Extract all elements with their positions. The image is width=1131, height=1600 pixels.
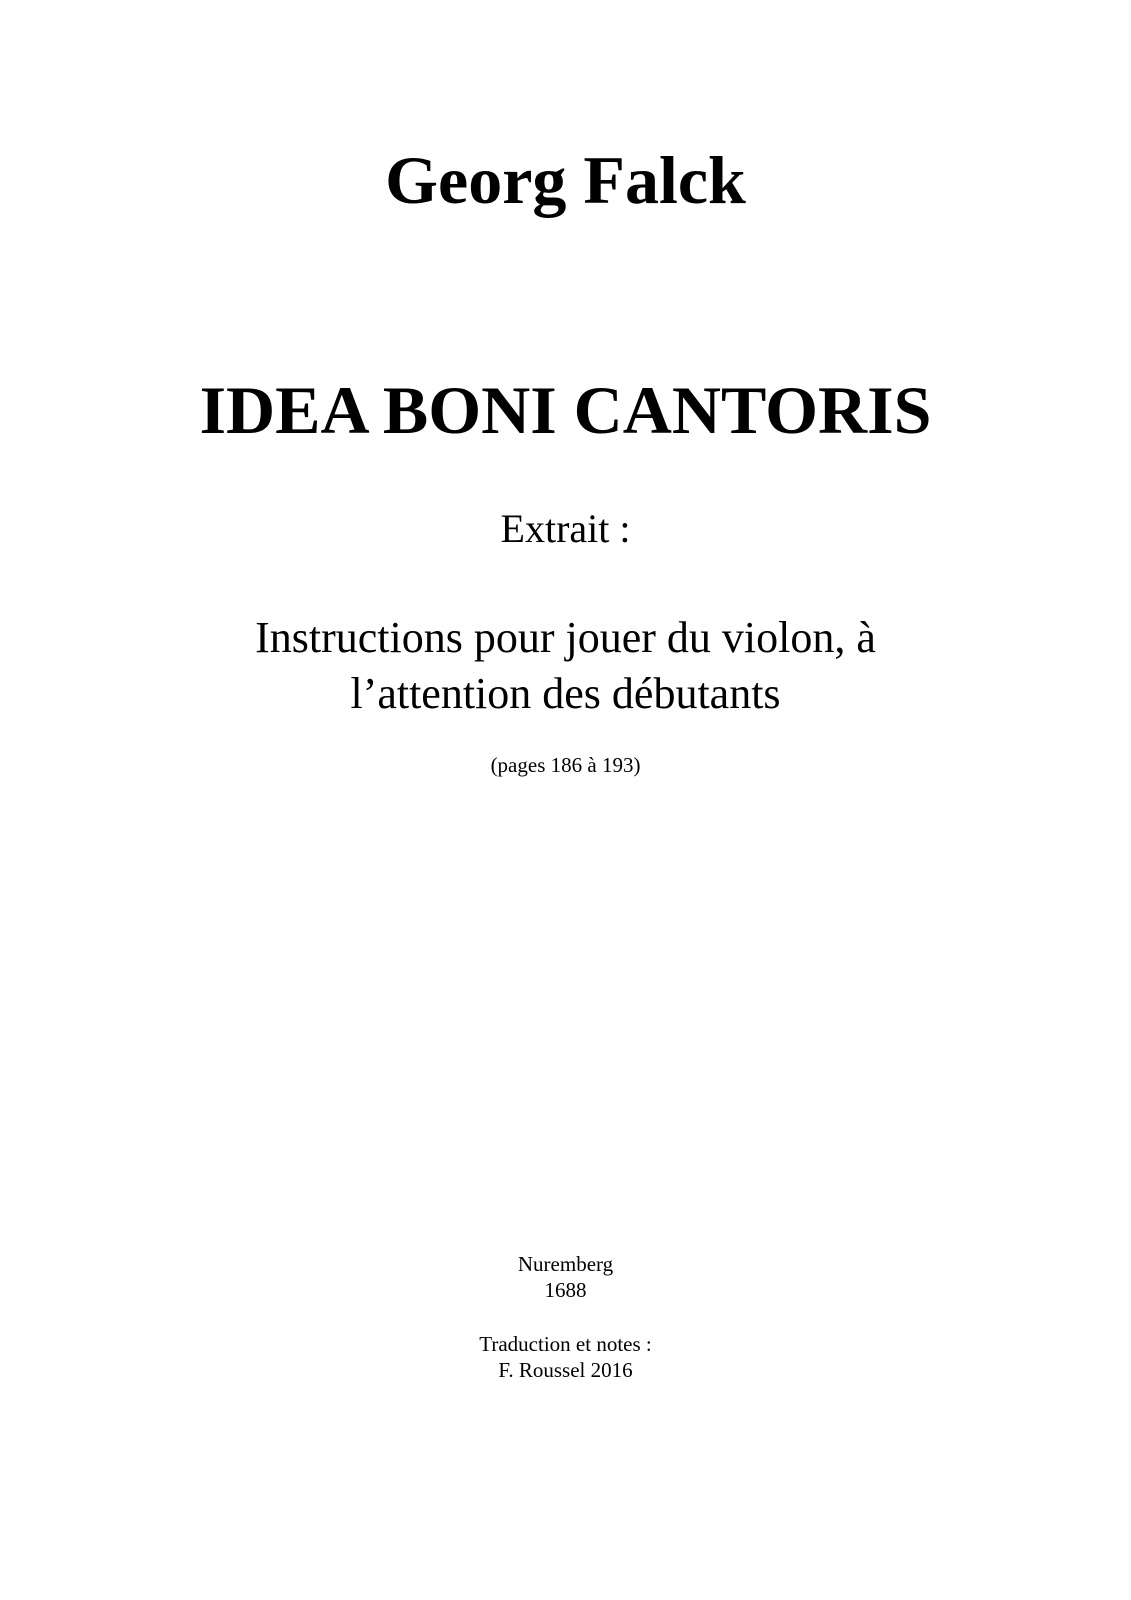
description-line-2: l’attention des débutants xyxy=(350,669,781,718)
description-line-1: Instructions pour jouer du violon, à xyxy=(255,613,876,662)
translation-credit: F. Roussel 2016 xyxy=(498,1358,633,1382)
document-title: IDEA BONI CANTORIS xyxy=(199,372,932,448)
publication-year: 1688 xyxy=(544,1278,587,1302)
document-description xyxy=(0,610,1131,722)
translation-credit-label: Traduction et notes : xyxy=(479,1332,652,1356)
author-name: Georg Falck xyxy=(385,142,746,218)
pages-note: (pages 186 à 193) xyxy=(490,753,641,777)
document-subtitle: Extrait : xyxy=(500,506,631,551)
publication-place: Nuremberg xyxy=(517,1252,614,1276)
